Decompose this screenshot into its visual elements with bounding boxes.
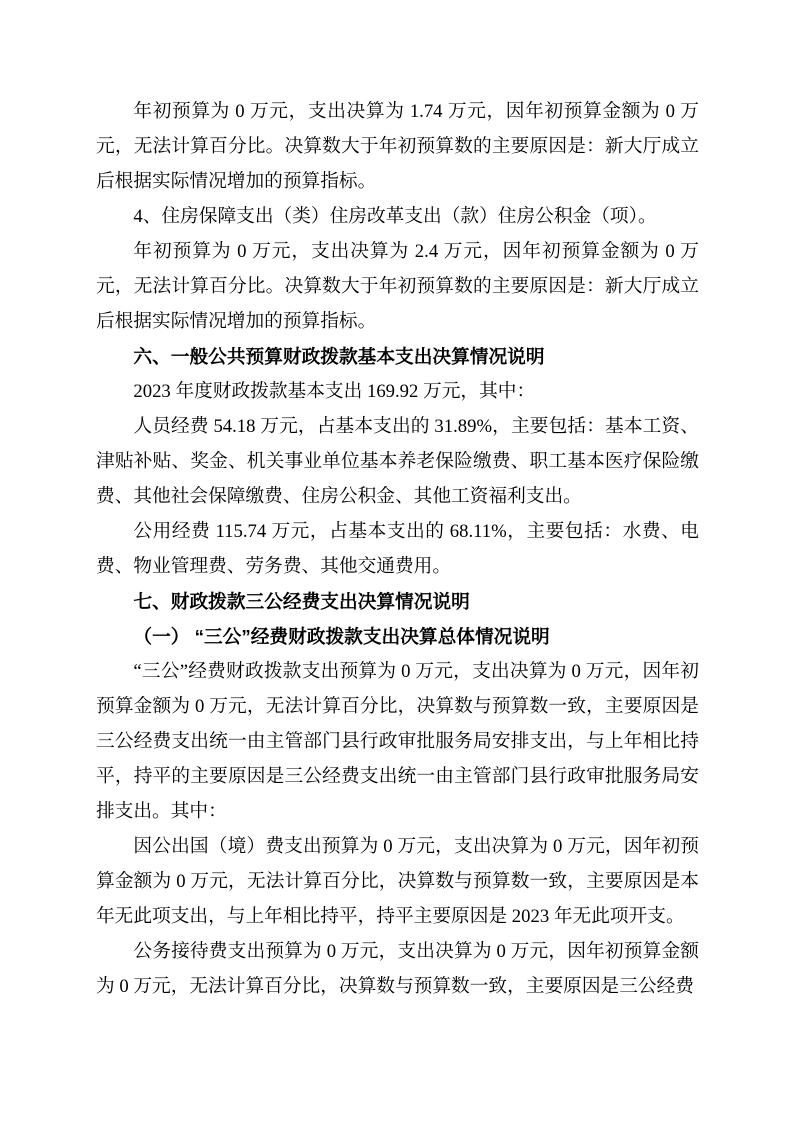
section-heading-7: 七、财政拨款三公经费支出决算情况说明 — [133, 591, 470, 612]
document-body — [96, 94, 699, 1004]
subsection-heading-1: （一） “三公”经费财政拨款支出决算总体情况说明 — [133, 626, 550, 647]
paragraph: 公用经费 115.74 万元，占基本支出的 68.11%，主要包括：水费、电费、物业管理费、劳务费、其他交通费用。 — [96, 521, 699, 577]
paragraph: 因公出国（境）费支出预算为 0 万元，支出决算为 0 万元，因年初预算金额为 0 万元，无法计算百分比，决算数与预算数一致，主要原因是本年无此项支出，与上年相比持平，持平主要原因是 2023 年无此项开支。 — [96, 836, 699, 927]
paragraph: 公务接待费支出预算为 0 万元，支出决算为 0 万元，因年初预算金额为 0 万元，无法计算百分比，决算数与预算数一致，主要原因是三公经费 — [96, 941, 699, 997]
paragraph: “三公”经费财政拨款支出预算为 0 万元，支出决算为 0 万元，因年初预算金额为 0 万元，无法计算百分比，决算数与预算数一致，主要原因是三公经费支出统一由主管部门县行政审批服务局安排支出，与上年相比持平，持平的主要原因是三公经费支出统一由主管部门县行政审批服务局安排支出。其中： — [96, 661, 699, 822]
paragraph: 年初预算为 0 万元，支出决算为 1.74 万元，因年初预算金额为 0 万元，无法计算百分比。决算数大于年初预算数的主要原因是：新大厅成立后根据实际情况增加的预算指标。 — [96, 101, 699, 192]
paragraph: 4、住房保障支出（类）住房改革支出（款）住房公积金（项）。 — [133, 206, 657, 227]
paragraph: 2023 年度财政拨款基本支出 169.92 万元，其中： — [133, 381, 536, 402]
section-heading-6: 六、一般公共预算财政拨款基本支出决算情况说明 — [133, 346, 545, 367]
paragraph: 人员经费 54.18 万元，占基本支出的 31.89%，主要包括：基本工资、津贴补贴、奖金、机关事业单位基本养老保险缴费、职工基本医疗保险缴费、其他社会保障缴费、住房公积金、其他工资福利支出。 — [96, 416, 699, 507]
paragraph: 年初预算为 0 万元，支出决算为 2.4 万元，因年初预算金额为 0 万元，无法计算百分比。决算数大于年初预算数的主要原因是：新大厅成立后根据实际情况增加的预算指标。 — [96, 241, 699, 332]
